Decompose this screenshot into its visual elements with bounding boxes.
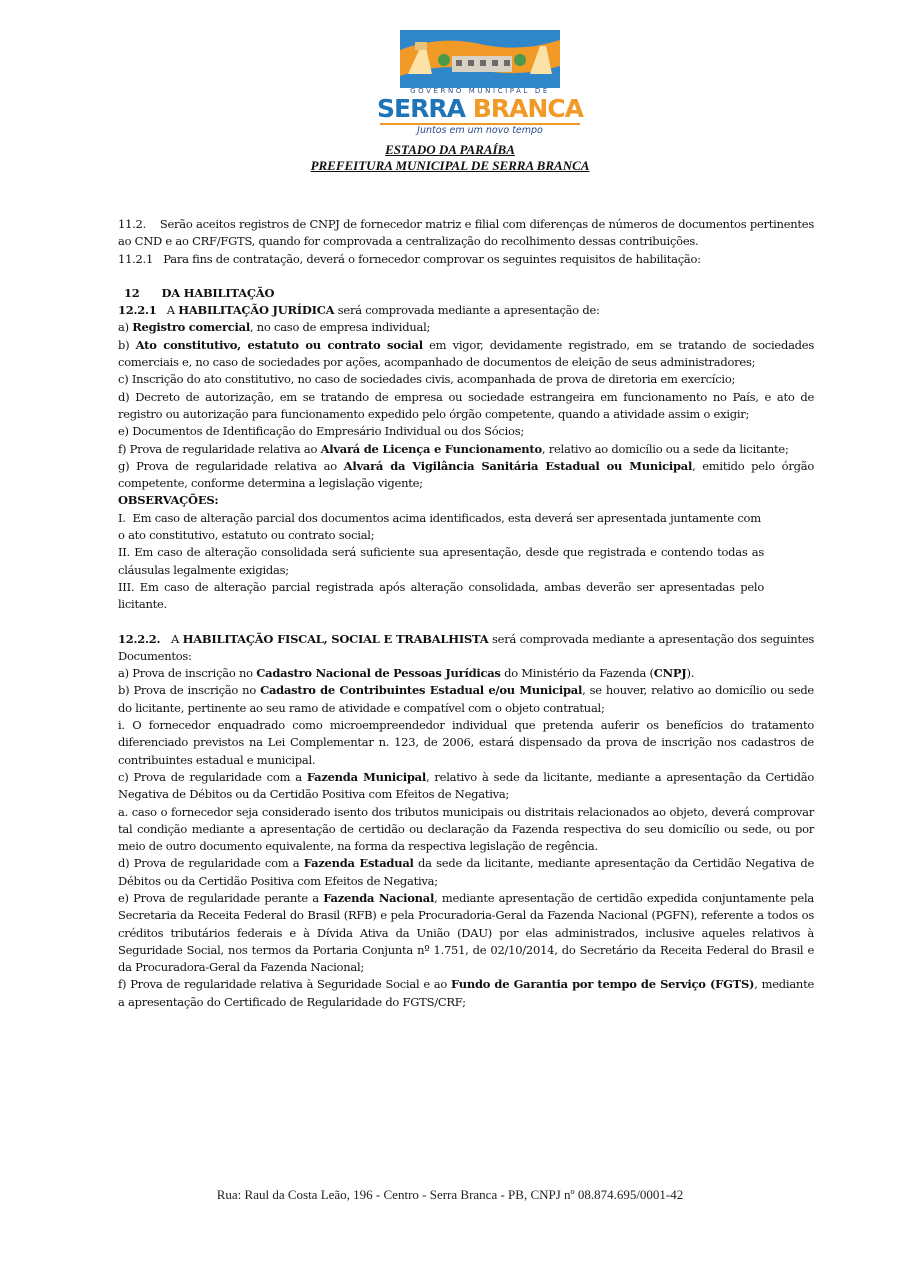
item-text: Prova de inscrição no (132, 666, 257, 681)
item-bold: Alvará da Vigilância Sanitária Estadual ou Municipal (343, 458, 693, 473)
item-bold: CNPJ (653, 666, 687, 681)
item-text: Decreto de autorização, em se tratando de empresa ou sociedade estrangeira em funcionamento no País, e ato de registro ou autorização para funcionamento expedido pelo órgão competente, quando a atividade assim o exigir; (118, 389, 815, 421)
item-text: do Ministério da Fazenda ( (500, 666, 654, 681)
fiscal-item-f (118, 976, 814, 1011)
item-mark: e) (118, 890, 129, 905)
clause-text: Serão aceitos registros de CNPJ de fornecedor matriz e filial com diferenças de números de documentos pertinentes ao CND e ao CRF/FGTS, quando for comprovada a centralização do recolhimento dessas contribuições. (118, 217, 815, 249)
fiscal-item-b (118, 682, 814, 717)
fiscal-item-e (118, 890, 814, 976)
observacoes-heading: OBSERVAÇÕES: (118, 493, 219, 508)
clause-bold: HABILITAÇÃO FISCAL, SOCIAL E TRABALHISTA (182, 631, 489, 646)
item-bold: Fazenda Estadual (303, 856, 414, 871)
clause-11-2 (118, 216, 814, 251)
clause-number: 11.2. (118, 217, 147, 231)
item-text: em vigor, devidamente registrado, em se tratando de sociedades comerciais e, no caso de sociedades por ações, acompanhado de documentos de eleição de seus administradores; (118, 337, 814, 370)
item-a (118, 319, 814, 336)
clause-12-2-2 (118, 631, 814, 666)
section-number: 12 (124, 285, 140, 300)
item-text: Prova de regularidade com a (133, 769, 307, 784)
item-text: Documentos de Identificação do Empresário Individual ou dos Sócios; (132, 424, 524, 439)
item-mark: f) (118, 977, 127, 992)
obs-iii (118, 579, 764, 614)
item-text: da sede da licitante, mediante apresentação da Certidão Negativa de Débitos ou da Certidão Positiva com Efeitos de Negativa; (118, 856, 815, 888)
item-text: Em caso de alteração parcial dos documentos acima identificados, esta deverá ser apresentada juntamente com o ato constitutivo, estatuto ou contrato social; (118, 510, 761, 543)
clause-text: A (166, 303, 175, 318)
item-c (118, 371, 814, 388)
item-bold: Alvará de Licença e Funcionamento (320, 441, 542, 456)
item-text: caso o fornecedor seja considerado isento dos tributos municipais ou distritais relacionados ao objeto, deverá comprovar tal condição mediante a apresentação de certidão ou declaração da Fazenda respectiva do seu domicílio ou sede, ou por meio de outro documento equivalente, na forma da respectiva legislação de regência. (118, 804, 815, 854)
item-bold: Fazenda Nacional (323, 890, 435, 905)
obs-i (118, 510, 764, 545)
item-text: Prova de regularidade relativa à Seguridade Social e ao (130, 977, 452, 992)
item-bold: Cadastro de Contribuintes Estadual e/ou Municipal (260, 683, 583, 698)
item-text: Em caso de alteração consolidada será suficiente sua apresentação, desde que registrada e contendo todas as cláusulas legalmente exigidas; (118, 545, 765, 577)
municipality-logo (372, 30, 588, 136)
logo-name-serra: SERRA (377, 94, 465, 123)
fiscal-item-a (118, 665, 814, 682)
item-text: Inscrição do ato constitutivo, no caso de sociedades civis, acompanhada de prova de diretoria em exercício; (131, 372, 736, 387)
logo-name-branca: BRANCA (472, 94, 583, 123)
item-text: Prova de regularidade com a (133, 856, 304, 871)
item-text: , relativo ao domicílio ou a sede da licitante; (541, 441, 789, 456)
fiscal-subitem-i (118, 717, 814, 769)
clause-12-2-1 (118, 302, 814, 319)
clause-text: será comprovada mediante a apresentação de: (337, 303, 600, 318)
item-text: , mediante apresentação de certidão expedida conjuntamente pela Secretaria da Receita Federal do Brasil (RFB) e pela Procuradoria-Geral da Fazenda Nacional (PGFN), referente a todos os créditos tributários federais e à Dívida Ativa da União (DAU) por elas administrados, inclusive aqueles relativos à Seguridade Social, nos termos da Portaria Conjunta nº 1.751, de 02/10/2014, do Secretário da Receita Federal do Brasil e da Procuradora-Geral da Fazenda Nacional; (118, 890, 814, 975)
fiscal-item-d (118, 855, 814, 890)
item-mark: II. (118, 545, 130, 560)
item-mark: a) (118, 666, 129, 681)
clause-number: 12.2.1 (118, 303, 157, 318)
item-mark: c) (118, 372, 129, 387)
item-mark: I. (118, 510, 126, 525)
section-title: DA HABILITAÇÃO (161, 285, 275, 300)
clause-bold: HABILITAÇÃO JURÍDICA (178, 303, 335, 318)
item-mark: a. (118, 804, 129, 819)
clause-number: 12.2.2. (118, 631, 161, 646)
clause-text: Para fins de contratação, deverá o fornecedor comprovar os seguintes requisitos de habilitação: (163, 251, 701, 266)
item-e (118, 423, 814, 440)
item-d (118, 389, 814, 424)
page-footer-address: Rua: Raul da Costa Leão, 196 - Centro - Serra Branca - PB, CNPJ nº 08.874.695/0001-42 (216, 1187, 684, 1202)
section-12-heading (118, 285, 814, 302)
item-text: Prova de inscrição no (133, 683, 261, 698)
item-b (118, 337, 814, 372)
state-heading: ESTADO DA PARAÍBA (385, 142, 515, 157)
obs-ii (118, 544, 764, 579)
clause-11-2-1 (118, 251, 814, 268)
item-mark: b) (118, 337, 130, 352)
item-mark: III. (118, 579, 135, 594)
item-mark: f) (118, 441, 127, 456)
item-bold: Cadastro Nacional de Pessoas Jurídicas (256, 666, 501, 681)
item-mark: b) (118, 683, 130, 698)
logo-wordmark (372, 94, 588, 124)
city-skyline-logo-image (400, 30, 560, 88)
observacoes-title (118, 492, 814, 509)
item-mark: d) (118, 389, 130, 404)
item-text: , no caso de empresa individual; (249, 320, 431, 335)
item-mark: e) (118, 424, 129, 439)
item-text: O fornecedor enquadrado como microempreendedor individual que pretenda auferir os benefícios do tratamento diferenciado previstos na Lei Complementar n. 123, de 2006, estará dispensado da prova de inscrição nos cadastros de contribuintes estadual e municipal. (118, 718, 815, 767)
item-f (118, 441, 814, 458)
fiscal-item-c (118, 769, 814, 804)
clause-text: será comprovada mediante a apresentação dos seguintes Documentos: (118, 631, 815, 663)
logo-govt-line: GOVERNO MUNICIPAL DE (410, 87, 550, 95)
item-text: , relativo à sede da licitante, mediante a apresentação da Certidão Negativa de Débitos ou da Certidão Positiva com Efeitos de Negativa; (118, 769, 815, 802)
item-text: , emitido pelo órgão competente, conforme determina a legislação vigente; (118, 458, 814, 491)
item-bold: Fundo de Garantia por tempo de Serviço (FGTS) (451, 977, 755, 992)
fiscal-subitem-a (118, 804, 814, 856)
item-mark: a) (118, 320, 129, 335)
item-text: ). (686, 666, 695, 681)
prefeitura-heading: PREFEITURA MUNICIPAL DE SERRA BRANCA (310, 158, 590, 173)
item-text: Prova de regularidade relativa ao (136, 458, 344, 473)
document-body (118, 216, 814, 1011)
item-mark: c) (118, 769, 129, 784)
item-mark: g) (118, 458, 130, 473)
clause-number: 11.2.1 (118, 251, 154, 266)
item-bold: Ato constitutivo, estatuto ou contrato social (135, 337, 423, 352)
item-text: Prova de regularidade perante a (133, 890, 324, 905)
item-text: , se houver, relativo ao domicílio ou sede do licitante, pertinente ao seu ramo de atividade e compatível com o objeto contratual; (118, 683, 814, 715)
item-text: Prova de regularidade relativa ao (129, 441, 321, 456)
item-bold: Fazenda Municipal (306, 769, 426, 784)
observacoes-list (118, 510, 764, 614)
item-g (118, 458, 814, 493)
item-text: , mediante a apresentação do Certificado de Regularidade do FGTS/CRF; (118, 977, 815, 1009)
item-mark: i. (118, 718, 125, 733)
item-mark: d) (118, 856, 130, 871)
item-bold: Registro comercial (132, 320, 250, 335)
item-text: Em caso de alteração parcial registrada após alteração consolidada, ambas deverão ser apresentadas pelo licitante. (118, 579, 765, 612)
logo-motto: Juntos em um novo tempo (417, 125, 543, 136)
clause-text: A (170, 631, 180, 646)
